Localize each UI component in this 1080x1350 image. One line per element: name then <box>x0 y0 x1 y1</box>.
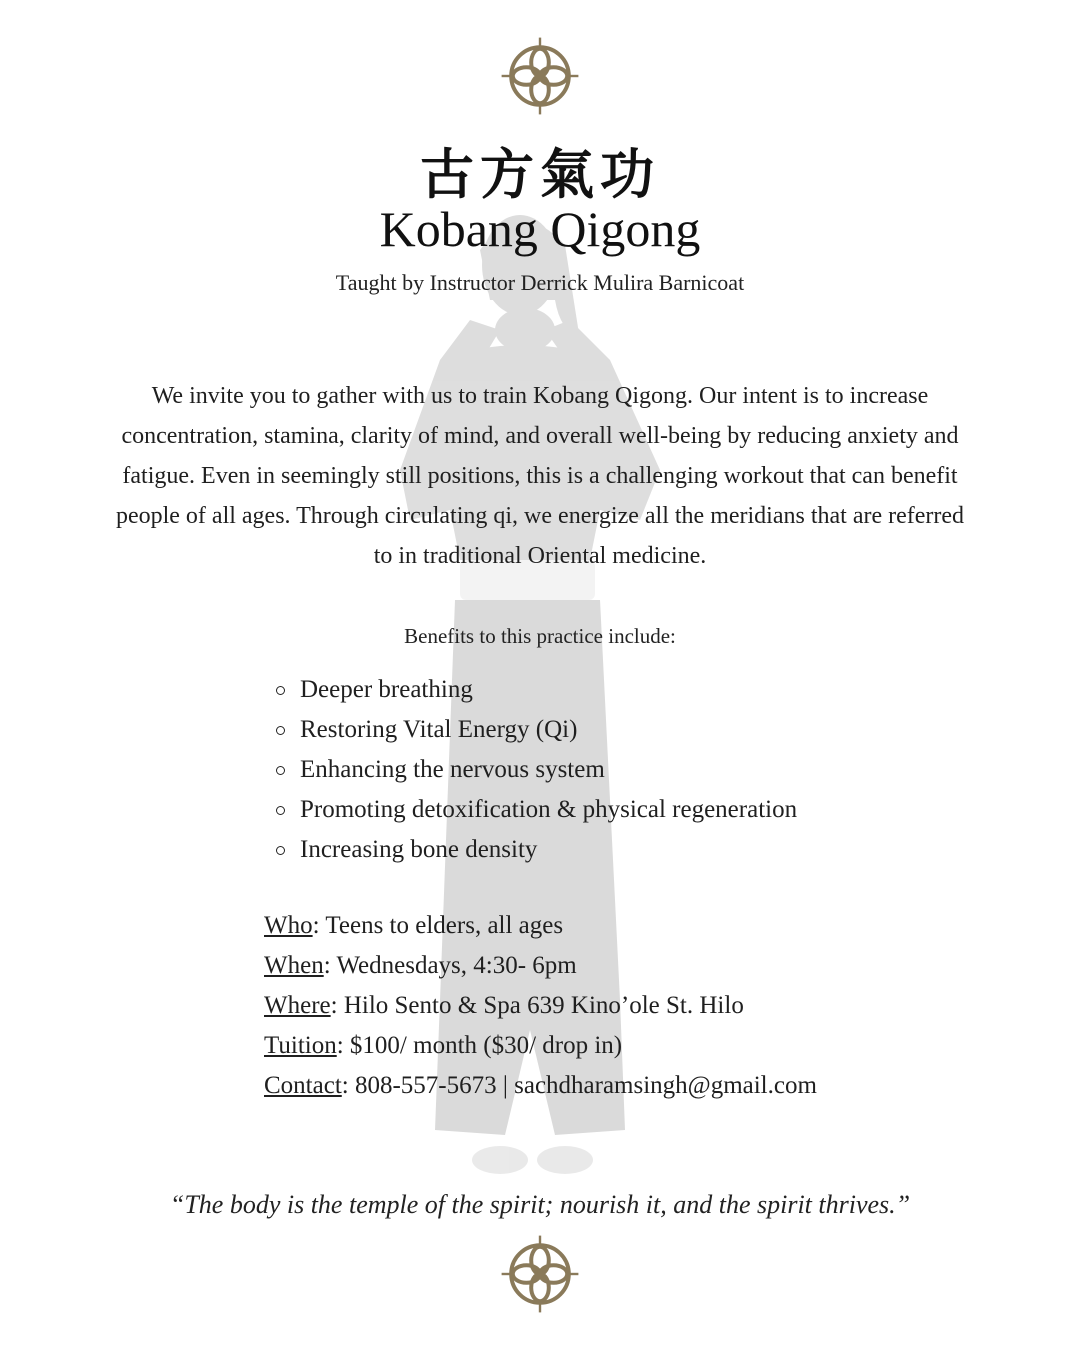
tuition-label: Tuition <box>264 1032 337 1059</box>
chinese-title: 古方氣功 <box>420 142 660 206</box>
where-value: : Hilo Sento & Spa 639 Kino’ole St. Hilo <box>330 992 744 1019</box>
who-value: : Teens to elders, all ages <box>312 912 564 939</box>
when-value: : Wednesdays, 4:30- 6pm <box>323 952 577 979</box>
class-details <box>264 906 984 1106</box>
lotus-knot-emblem-icon <box>500 36 580 116</box>
benefit-item: Promoting detoxification & physical regeneration <box>270 790 910 830</box>
instructor-subtitle: Taught by Instructor Derrick Mulira Barnicoat <box>335 270 745 295</box>
benefit-item: Enhancing the nervous system <box>270 750 910 790</box>
lotus-knot-emblem-icon <box>500 1234 580 1314</box>
who-label: Who <box>264 912 313 939</box>
where-label: Where <box>264 992 331 1019</box>
tuition-row <box>264 1026 984 1066</box>
intro-paragraph: We invite you to gather with us to train Kobang Qigong. Our intent is to increase concentration, stamina, clarity of mind, and overall well-being by reducing anxiety and fatigue. Even in seemingly still positions, this is a challenging workout that can benefit people of all ages. Through circulating qi, we energize all the meridians that are referred to in traditional Oriental medicine. <box>115 383 965 569</box>
who-row <box>264 906 984 946</box>
closing-quote: “The body is the temple of the spirit; nourish it, and the spirit thrives.” <box>169 1190 911 1219</box>
when-row <box>264 946 984 986</box>
contact-value: : 808-557-5673 | sachdharamsingh@gmail.com <box>341 1072 817 1099</box>
benefit-item: Restoring Vital Energy (Qi) <box>270 710 910 750</box>
benefits-heading: Benefits to this practice include: <box>404 624 676 648</box>
benefits-list <box>270 670 910 870</box>
benefit-item: Increasing bone density <box>270 830 910 870</box>
benefit-item: Deeper breathing <box>270 670 910 710</box>
contact-label: Contact <box>264 1072 342 1099</box>
where-row <box>264 986 984 1026</box>
when-label: When <box>264 952 324 979</box>
page-title: Kobang Qigong <box>379 201 701 257</box>
tuition-value: : $100/ month ($30/ drop in) <box>336 1032 623 1059</box>
contact-row <box>264 1066 984 1106</box>
